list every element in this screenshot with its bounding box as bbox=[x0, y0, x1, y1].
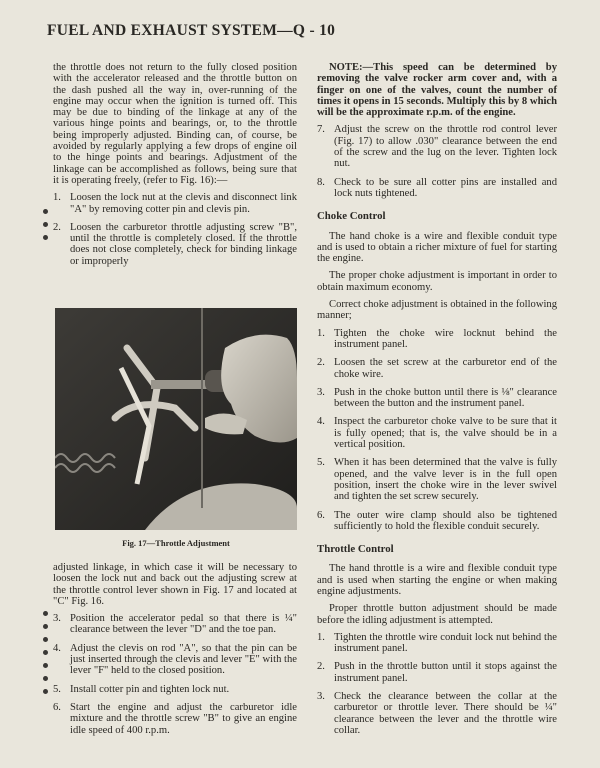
binder-dot bbox=[43, 676, 48, 681]
binder-dot bbox=[43, 689, 48, 694]
binder-dot bbox=[43, 637, 48, 642]
step-number: 1. bbox=[53, 192, 61, 204]
list-item bbox=[317, 632, 557, 655]
list-item bbox=[53, 684, 297, 695]
step-text: Tighten the throttle wire conduit lock nut behind the instrument panel. bbox=[334, 631, 557, 655]
throttle-paragraph: The hand throttle is a wire and flexible conduit type and is used when starting the engine or when making engine adjustments. bbox=[317, 563, 557, 597]
step-text: The outer wire clamp should also be tightened sufficiently to hold the flexible conduit securely. bbox=[334, 509, 557, 532]
page-title: FUEL AND EXHAUST SYSTEM—Q - 10 bbox=[47, 22, 336, 39]
list-item bbox=[317, 510, 557, 533]
binder-dot bbox=[43, 222, 48, 227]
intro-paragraph: the throttle does not return to the fully closed position with the accelerator released and the throttle button on the dash pushed all the way in, over-running of the engine may occur when the ignition is turned off. This may be due to binding of the linkage at any of the various hinge points and bearings, or, to the throttle being improperly adjusted. Binding can, of course, be avoided by regularly applying a few drops of engine oil to the hinge points and bearings. Adjustment of the linkage can be accomplished as follows, being sure that it is operating freely, (refer to Fig. 16):— bbox=[53, 62, 297, 186]
step-text: Loosen the carburetor throttle adjusting screw "B", until the throttle is completely closed. If the throttle does not close completely, check for binding linkage or improperly bbox=[70, 221, 297, 267]
binder-dot bbox=[43, 663, 48, 668]
step-text: Start the engine and adjust the carburetor idle mixture and the throttle screw "B" to give an engine idle speed of 400 r.p.m. bbox=[70, 701, 297, 736]
list-item bbox=[317, 661, 557, 684]
choke-paragraph: The hand choke is a wire and flexible conduit type and is used to obtain a richer mixture of fuel for starting the engine. bbox=[317, 230, 557, 265]
step-text: Check the clearance between the collar at the carburetor or throttle lever. There should be ¼" clearance between the lever and the throttle wire collar. bbox=[334, 691, 557, 736]
step-text: Push in the throttle button until it stops against the instrument panel. bbox=[334, 661, 557, 684]
binder-dot bbox=[43, 209, 48, 214]
step-number: 5. bbox=[53, 683, 61, 695]
list-item bbox=[53, 643, 297, 677]
step-text: Loosen the lock nut at the clevis and disconnect link "A" by removing cotter pin and clevis pin. bbox=[70, 192, 297, 215]
list-item bbox=[317, 416, 557, 450]
step-text: Adjust the screw on the throttle rod control lever (Fig. 17) to allow .030" clearance between the end of the screw and the lug on the lever. Tighten lock nut. bbox=[334, 124, 557, 170]
list-item bbox=[317, 357, 557, 380]
step-number: 4. bbox=[317, 416, 325, 428]
section-heading-choke: Choke Control bbox=[317, 210, 386, 223]
step-text: Check to be sure all cotter pins are installed and lock nuts tightened. bbox=[334, 176, 557, 199]
step-number: 2. bbox=[53, 221, 61, 233]
list-item bbox=[53, 192, 297, 215]
step-text: Push in the choke button until there is ⅛" clearance between the button and the instrument panel. bbox=[334, 386, 557, 410]
binder-dot bbox=[43, 235, 48, 240]
step-number: 3. bbox=[317, 691, 325, 703]
left-column-top bbox=[53, 62, 297, 274]
step-number: 8. bbox=[317, 176, 325, 188]
throttle-paragraph: Proper throttle button adjustment should be made before the idling adjustment is attempted. bbox=[317, 603, 557, 626]
step-number: 6. bbox=[53, 701, 61, 713]
continued-paragraph: adjusted linkage, in which case it will be necessary to loosen the lock nut and back out the adjusting screw at the throttle control lever shown in Fig. 17 and located at "C" Fig. 16. bbox=[53, 562, 297, 607]
list-item bbox=[53, 702, 297, 736]
step-text: Loosen the set screw at the carburetor end of the choke wire. bbox=[334, 357, 557, 380]
figure-caption: Fig. 17—Throttle Adjustment bbox=[122, 538, 230, 548]
step-number: 2. bbox=[317, 357, 325, 369]
step-text: Inspect the carburetor choke valve to be sure that it is fully opened; that is, the valve should be in a vertical position. bbox=[334, 416, 557, 451]
binder-dot bbox=[43, 624, 48, 629]
step-number: 3. bbox=[53, 613, 61, 625]
section-heading-throttle: Throttle Control bbox=[317, 543, 394, 556]
step-text: Install cotter pin and tighten lock nut. bbox=[70, 683, 230, 695]
binder-dot bbox=[43, 611, 48, 616]
step-number: 1. bbox=[317, 631, 325, 643]
step-text: When it has been determined that the valve is fully opened, and the valve lever is in the full open position, insert the choke wire in the lever swivel and tighten the set screw securely. bbox=[334, 457, 557, 503]
list-item bbox=[317, 177, 557, 200]
photo-illustration bbox=[55, 308, 297, 530]
list-item bbox=[53, 222, 297, 267]
step-text: Position the accelerator pedal so that there is ¼" clearance between the lever "D" and the toe pan. bbox=[70, 613, 297, 636]
list-item bbox=[317, 124, 557, 169]
note-paragraph: NOTE:—This speed can be determined by removing the valve rocker arm cover and, with a finger on one of the valves, count the number of times it opens in 15 seconds. Multiply this by 8 which will be the approximate r.p.m. of the engine. bbox=[317, 62, 557, 119]
step-number: 4. bbox=[53, 642, 61, 654]
choke-paragraph: The proper choke adjustment is important in order to obtain maximum economy. bbox=[317, 270, 557, 293]
list-item bbox=[317, 691, 557, 736]
step-text: Adjust the clevis on rod "A", so that the pin can be just inserted through the clevis and lever "E" with the lever "F" held to the closed position. bbox=[70, 642, 297, 677]
step-number: 2. bbox=[317, 661, 325, 673]
step-number: 6. bbox=[317, 509, 325, 521]
step-number: 7. bbox=[317, 124, 325, 136]
step-text: Tighten the choke wire locknut behind the instrument panel. bbox=[334, 327, 557, 350]
binder-dot bbox=[43, 650, 48, 655]
list-item bbox=[53, 613, 297, 636]
right-column bbox=[317, 62, 557, 743]
step-number: 3. bbox=[317, 386, 325, 398]
list-item bbox=[317, 457, 557, 502]
step-number: 5. bbox=[317, 457, 325, 469]
list-item bbox=[317, 387, 557, 410]
left-column-bottom bbox=[53, 562, 297, 743]
choke-paragraph: Correct choke adjustment is obtained in the following manner; bbox=[317, 299, 558, 322]
list-item bbox=[317, 328, 557, 351]
step-number: 1. bbox=[317, 327, 325, 339]
throttle-adjustment-photo bbox=[55, 308, 297, 530]
